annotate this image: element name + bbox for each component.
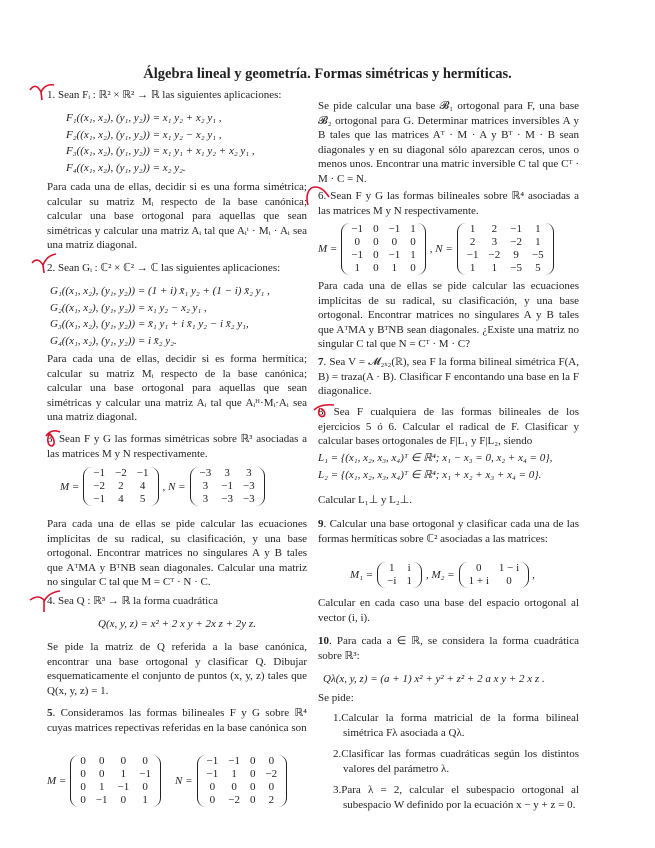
matrix-N [457, 223, 554, 275]
problem-8-text: Calcular L₁⊥ y L₂⊥. [318, 494, 413, 506]
problem-1-text: Para cada una de ellas, decidir si es una forma simétrica; calcular su matriz Mᵢ respecto de la base canónica; calcular una base ortogonal para aquellas que sean simétricas y calcular una matriz Aᵢ tal que Aᵢᵗ · Mᵢ · Aᵢ sea una matriz diagonal. [47, 181, 307, 251]
problem-number: 5 [47, 707, 53, 719]
equation: G₃((x₁, x₂), (y₁, y₂)) = x̄₁ y₁ + i x̄₁ y₂ − i x̄₂ y₁, [50, 318, 249, 330]
matrix-entry: 0 [209, 781, 216, 793]
matrix-entry: 1 + i [468, 575, 489, 587]
matrix-row [75, 794, 156, 807]
matrix-entry: −2 [265, 768, 278, 780]
problem-4-equation: Q(x, y, z) = x² + 2 x y + 2x z + 2y z. [98, 618, 256, 630]
matrix-row [464, 562, 525, 575]
matrix-entry: 0 [142, 755, 148, 767]
matrix-entry: 0 [410, 262, 416, 274]
matrix-label: , M₂ = [425, 569, 455, 581]
matrix-entry: −1 [228, 755, 240, 767]
list-item: 3.Para λ = 2, calcular el subespacio ortogonal al subespacio W definido por la ecuación x − y + z = 0. [333, 784, 579, 811]
matrix-row [382, 575, 417, 588]
matrix-entry: 0 [373, 223, 379, 235]
matrix-row [88, 480, 153, 493]
matrix-entry: 0 [98, 755, 105, 767]
matrix-entry: 0 [80, 781, 86, 793]
matrix-entry: 1 [535, 236, 541, 248]
problem-8-intro: 8. Sea F cualquiera de las formas bilineales de los ejercicios 5 ó 6. Calcular el radical de F. Clasificar y calcular bases ortogonales de F|L₁ y F|L₂, siendo [318, 406, 579, 447]
matrix-entry: −3 [221, 493, 233, 505]
matrix-entry: 1 [535, 223, 541, 235]
matrix-label: M = [60, 480, 80, 493]
matrix-row [346, 223, 420, 236]
problem-4-text: Se pide la matriz de Q referida a la base canónica, encontrar una base ortogonal y clasificar Q. Dibujar esquematicamente el conjunto de puntos (x, y, z) tales que Q(x, y, z) = 1. [47, 641, 307, 697]
problem-6-matrices [318, 223, 554, 275]
matrix-entry: 1 [469, 223, 476, 235]
equation: L₁ = {(x₁, x₂, x₃, x₄)ᵀ ∈ ℝ⁴; x₁ − x₃ = 0, x₂ + x₄ = 0}, [318, 452, 553, 464]
matrix-entry: −i [387, 575, 397, 587]
problem-5-intro-text: . Consideramos las formas bilineales F y G sobre ℝ⁴ cuyas matrices repectivas referidas en la base canónica son [47, 707, 307, 734]
matrix-entry: 1 [389, 562, 395, 574]
problem-7-text: . Sea V = 𝓜₂ₓ₂(ℝ), sea F la forma bilineal simétrica F(A, B) = traza(A · B). Clasificar F encontando una base en la F diagonalice. [318, 356, 579, 397]
matrix-entry: −1 [206, 755, 219, 767]
equation: G₂((x₁, x₂), (y₁, y₂)) = x₁ y₂ − x₂ y₁ , [50, 301, 207, 314]
problem-10-intro [318, 634, 579, 663]
matrix-entry: −1 [117, 781, 130, 793]
matrix-entry: 1 [469, 262, 476, 274]
matrix-entry: 1 − i [498, 562, 520, 574]
matrix-entry: −1 [388, 223, 401, 235]
matrix-row [195, 493, 260, 506]
matrix-entry: −1 [136, 467, 149, 479]
matrix-entry: −2 [488, 249, 501, 261]
matrix-entry: 1 [231, 768, 237, 780]
matrix-label: , N = [429, 243, 453, 255]
matrix-entry: −3 [199, 467, 212, 479]
matrix-entry: −3 [242, 493, 255, 505]
matrix-M2 [459, 562, 530, 588]
matrix-row [202, 768, 283, 781]
matrix-entry: 0 [410, 236, 416, 248]
matrix-row [462, 262, 549, 275]
matrix-row [88, 493, 153, 506]
matrix-entry: −1 [206, 768, 219, 780]
matrix-entry: 1 [98, 781, 105, 793]
matrix-entry: 3 [491, 236, 498, 248]
equation: F₂((x₁, x₂), (y₁, y₂)) = x₁ y₂ − x₂ y₁ , [66, 128, 222, 141]
problem-3-text: Para cada una de ellas se pide calcular las ecuaciones implícitas de su radical, su clasificación, y una base ortogonal. Encontrar matrices no singulares A y B tales que AᵀMA y BᵀNB sean diagonales. Calcular una matriz no singular C tal que M = Cᵀ · N · C. [47, 518, 307, 588]
problem-10-list [333, 711, 579, 812]
matrix-row [346, 249, 420, 262]
problem-5-intro [47, 706, 307, 735]
matrix-entry: −2 [510, 236, 522, 248]
matrix-entry: 1 [410, 223, 416, 235]
matrix-entry: −1 [93, 493, 106, 505]
matrix-entry: 0 [249, 768, 256, 780]
matrix-entry: 1 [406, 575, 412, 587]
check-mark-icon [28, 82, 58, 102]
matrix-N [197, 755, 288, 807]
matrix-row [75, 755, 156, 768]
problem-2-intro: 2. Sean Gᵢ : ℂ² × ℂ² → ℂ las siguientes aplicaciones: [47, 262, 281, 274]
matrix-row [195, 480, 260, 493]
matrix-row [75, 768, 156, 781]
matrix-entry: 1 [410, 249, 416, 261]
matrix-entry: −2 [115, 467, 127, 479]
matrix-label: M = [47, 775, 67, 787]
matrix-entry: −3 [242, 480, 255, 492]
problem-2-text: Para cada una de ellas, decidir si es forma hermítica; calcular su matriz Mᵢ respecto de la base canónica; calcular una base ortogonal para aquellas que sean simétricas y calcular una matriz Aᵢ tal que Aᵢᴴ·Mᵢ·Aᵢ sea una matriz diagonal. [47, 353, 307, 423]
equation: F₄((x₁, x₂), (y₁, y₂)) = x₂ y₂. [66, 161, 186, 174]
matrix-entry: −1 [510, 223, 522, 235]
problem-4-intro: 4. Sea Q : ℝ³ → ℝ la forma cuadrática [47, 595, 218, 607]
matrix-entry: 0 [142, 781, 148, 793]
matrix-entry: 0 [98, 768, 105, 780]
matrix-entry: 1 [354, 262, 360, 274]
matrix-entry: 0 [373, 249, 379, 261]
matrix-M [83, 467, 158, 506]
matrix-label: M₁ = [350, 569, 374, 581]
matrix-row [75, 781, 156, 794]
matrix-entry: 0 [120, 794, 127, 806]
matrix-M [341, 223, 425, 275]
problem-9-text: Calcular en cada caso una base del espacio ortogonal al vector (i, i). [318, 597, 579, 624]
matrix-entry: 1 [142, 794, 148, 806]
matrix-entry: 1 [120, 768, 127, 780]
matrix-entry: 0 [373, 236, 379, 248]
matrix-entry: −5 [531, 249, 544, 261]
matrix-entry: 3 [224, 467, 230, 479]
problem-3-intro: 3. Sean F y G las formas simétricas sobre ℝ³ asociadas a las matrices M y N respectivamente. [47, 433, 307, 460]
matrix-row [462, 249, 549, 262]
matrix-entry: 0 [80, 794, 86, 806]
matrix-row [382, 562, 417, 575]
problem-3-matrices [60, 467, 265, 506]
check-mark-icon [28, 590, 62, 616]
matrix-entry: 0 [268, 781, 275, 793]
page-title: Álgebra lineal y geometría. Formas simétricas y hermíticas. [143, 66, 512, 82]
problem-9-intro-text: . Calcular una base ortogonal y clasificar cada una de las formas hermíticas sobre ℂ² asociadas a las matrices: [318, 518, 579, 545]
matrix-label: , N = [162, 480, 186, 493]
matrix-entry: −1 [95, 794, 108, 806]
matrix-entry: 2 [118, 480, 124, 492]
matrix-entry: 0 [249, 755, 256, 767]
matrix-entry: −2 [93, 480, 106, 492]
check-mark-icon [42, 428, 64, 450]
matrix-entry: −2 [228, 794, 240, 806]
matrix-entry: 0 [80, 768, 86, 780]
matrix-row [462, 223, 549, 236]
problem-10-ask: Se pide: [318, 692, 354, 704]
matrix-entry: i [407, 562, 411, 574]
matrix-entry: 4 [118, 493, 124, 505]
matrix-entry: −1 [466, 249, 479, 261]
matrix-row [346, 236, 420, 249]
problem-5-text: Se pide calcular una base 𝓑₁ ortogonal para F, una base 𝓑₂ ortogonal para G. Determinar matrices inversibles A y B tales que las matrices Aᵀ · M · A y Bᵀ · M · B sean diagonales y en su diagonal sólo aparezcan ceros, unos o menos unos. Encontrar una matric inversible C tal que Cᵀ · M · C = N. [318, 100, 579, 185]
matrix-entry: 5 [535, 262, 541, 274]
list-item: 2.Clasificar las formas cuadráticas según los distintos valores del parámetro λ. [333, 748, 579, 775]
problem-2-equations [50, 283, 310, 349]
problem-9-intro [318, 517, 579, 546]
matrix-entry: −1 [351, 249, 364, 261]
equation: F₁((x₁, x₂), (y₁, y₂)) = x₁ y₂ + x₂ y₁ , [66, 112, 222, 124]
matrix-entry: 0 [354, 236, 360, 248]
matrix-entry: 0 [268, 755, 275, 767]
problem-number: 7 [318, 356, 324, 368]
matrix-entry: 0 [231, 781, 237, 793]
equation: L₂ = {(x₁, x₂, x₃, x₄)ᵀ ∈ ℝ⁴; x₁ + x₂ + x₃ + x₄ = 0}. [318, 468, 542, 481]
problem-9-matrices [350, 562, 535, 588]
matrix-entry: 0 [80, 755, 86, 767]
matrix-entry: 2 [491, 223, 498, 235]
matrix-entry: −1 [221, 480, 233, 492]
matrix-entry: −5 [510, 262, 522, 274]
matrix-entry: −1 [93, 467, 106, 479]
matrix-entry: 1 [491, 262, 498, 274]
problem-number: 9 [318, 518, 324, 530]
matrix-entry: 0 [475, 562, 482, 574]
matrix-entry: 0 [249, 794, 256, 806]
problem-7 [318, 355, 579, 399]
problem-number: 10 [318, 635, 329, 647]
matrix-entry: −1 [139, 768, 151, 780]
matrix-row [88, 467, 153, 480]
problem-6-text: Para cada una de ellas se pide calcular las ecuaciones implícitas de su radical, su clasificación, y una base ortogonal. Encontrar matrices no singulares A y B tales que AᵀMA y BᵀNB sean diagonales. ¿Existe una matriz no singular C tal que N = Cᵀ · M · C? [318, 280, 579, 350]
matrix-M1 [377, 562, 422, 588]
matrix-row [202, 755, 283, 768]
problem-6-intro: 6. Sean F y G las formas bilineales sobre ℝ⁴ asociadas a las matrices M y N respectivamente. [318, 190, 579, 217]
matrix-entry: 1 [391, 262, 398, 274]
list-item: 1.Calcular la forma matricial de la forma bilineal simétrica Fλ asociada a Qλ. [333, 712, 579, 739]
problem-1-intro: 1. Sean Fᵢ : ℝ² × ℝ² → ℝ las siguientes aplicaciones: [47, 89, 282, 101]
matrix-row [195, 467, 260, 480]
matrix-entry: 3 [202, 493, 209, 505]
matrix-entry: 0 [391, 236, 398, 248]
matrix-entry: 9 [513, 249, 519, 261]
matrix-entry: 5 [139, 493, 146, 505]
matrix-entry: 0 [373, 262, 379, 274]
matrix-row [346, 262, 420, 275]
matrix-entry: −1 [351, 223, 364, 235]
matrix-entry: 0 [209, 794, 216, 806]
matrix-row [462, 236, 549, 249]
matrix-entry: 0 [506, 575, 512, 587]
matrix-entry: 3 [202, 480, 209, 492]
matrix-row [202, 781, 283, 794]
check-mark-icon [312, 402, 338, 422]
matrix-row [464, 575, 525, 588]
problem-10-intro-text: . Para cada a ∈ ℝ, se considera la forma cuadrática sobre ℝ³: [318, 635, 579, 662]
equation: F₃((x₁, x₂), (y₁, y₂)) = x₁ y₁ + x₁ y₂ + x₂ y₁ , [66, 145, 255, 157]
matrix-entry: −1 [388, 249, 401, 261]
check-mark-icon [30, 253, 58, 275]
matrix-entry: 2 [268, 794, 275, 806]
problem-10-equation: Qλ(x, y, z) = (a + 1) x² + y² + z² + 2 a x y + 2 x z . [323, 673, 545, 685]
matrix-row [202, 794, 283, 807]
matrix-entry: 0 [120, 755, 127, 767]
matrix-entry: 2 [469, 236, 476, 248]
matrix-M [70, 755, 161, 807]
matrix-entry: 3 [246, 467, 252, 479]
check-mark-icon [303, 183, 333, 207]
matrix-entry: 0 [249, 781, 256, 793]
trailing-comma: , [532, 569, 535, 581]
matrix-label: N = [175, 775, 193, 787]
matrix-N [190, 467, 265, 506]
matrix-entry: 4 [139, 480, 146, 492]
problem-5-matrices [47, 755, 287, 807]
matrix-label: M = [318, 243, 338, 255]
equation: G₁((x₁, x₂), (y₁, y₂)) = (1 + i) x̄₁ y₂ + (1 − i) x̄₂ y₁ , [50, 285, 270, 297]
problem-1-equations [66, 110, 326, 176]
equation: G₄((x₁, x₂), (y₁, y₂)) = i x̄₂ y₂. [50, 334, 177, 347]
problem-8-equations [318, 450, 579, 483]
